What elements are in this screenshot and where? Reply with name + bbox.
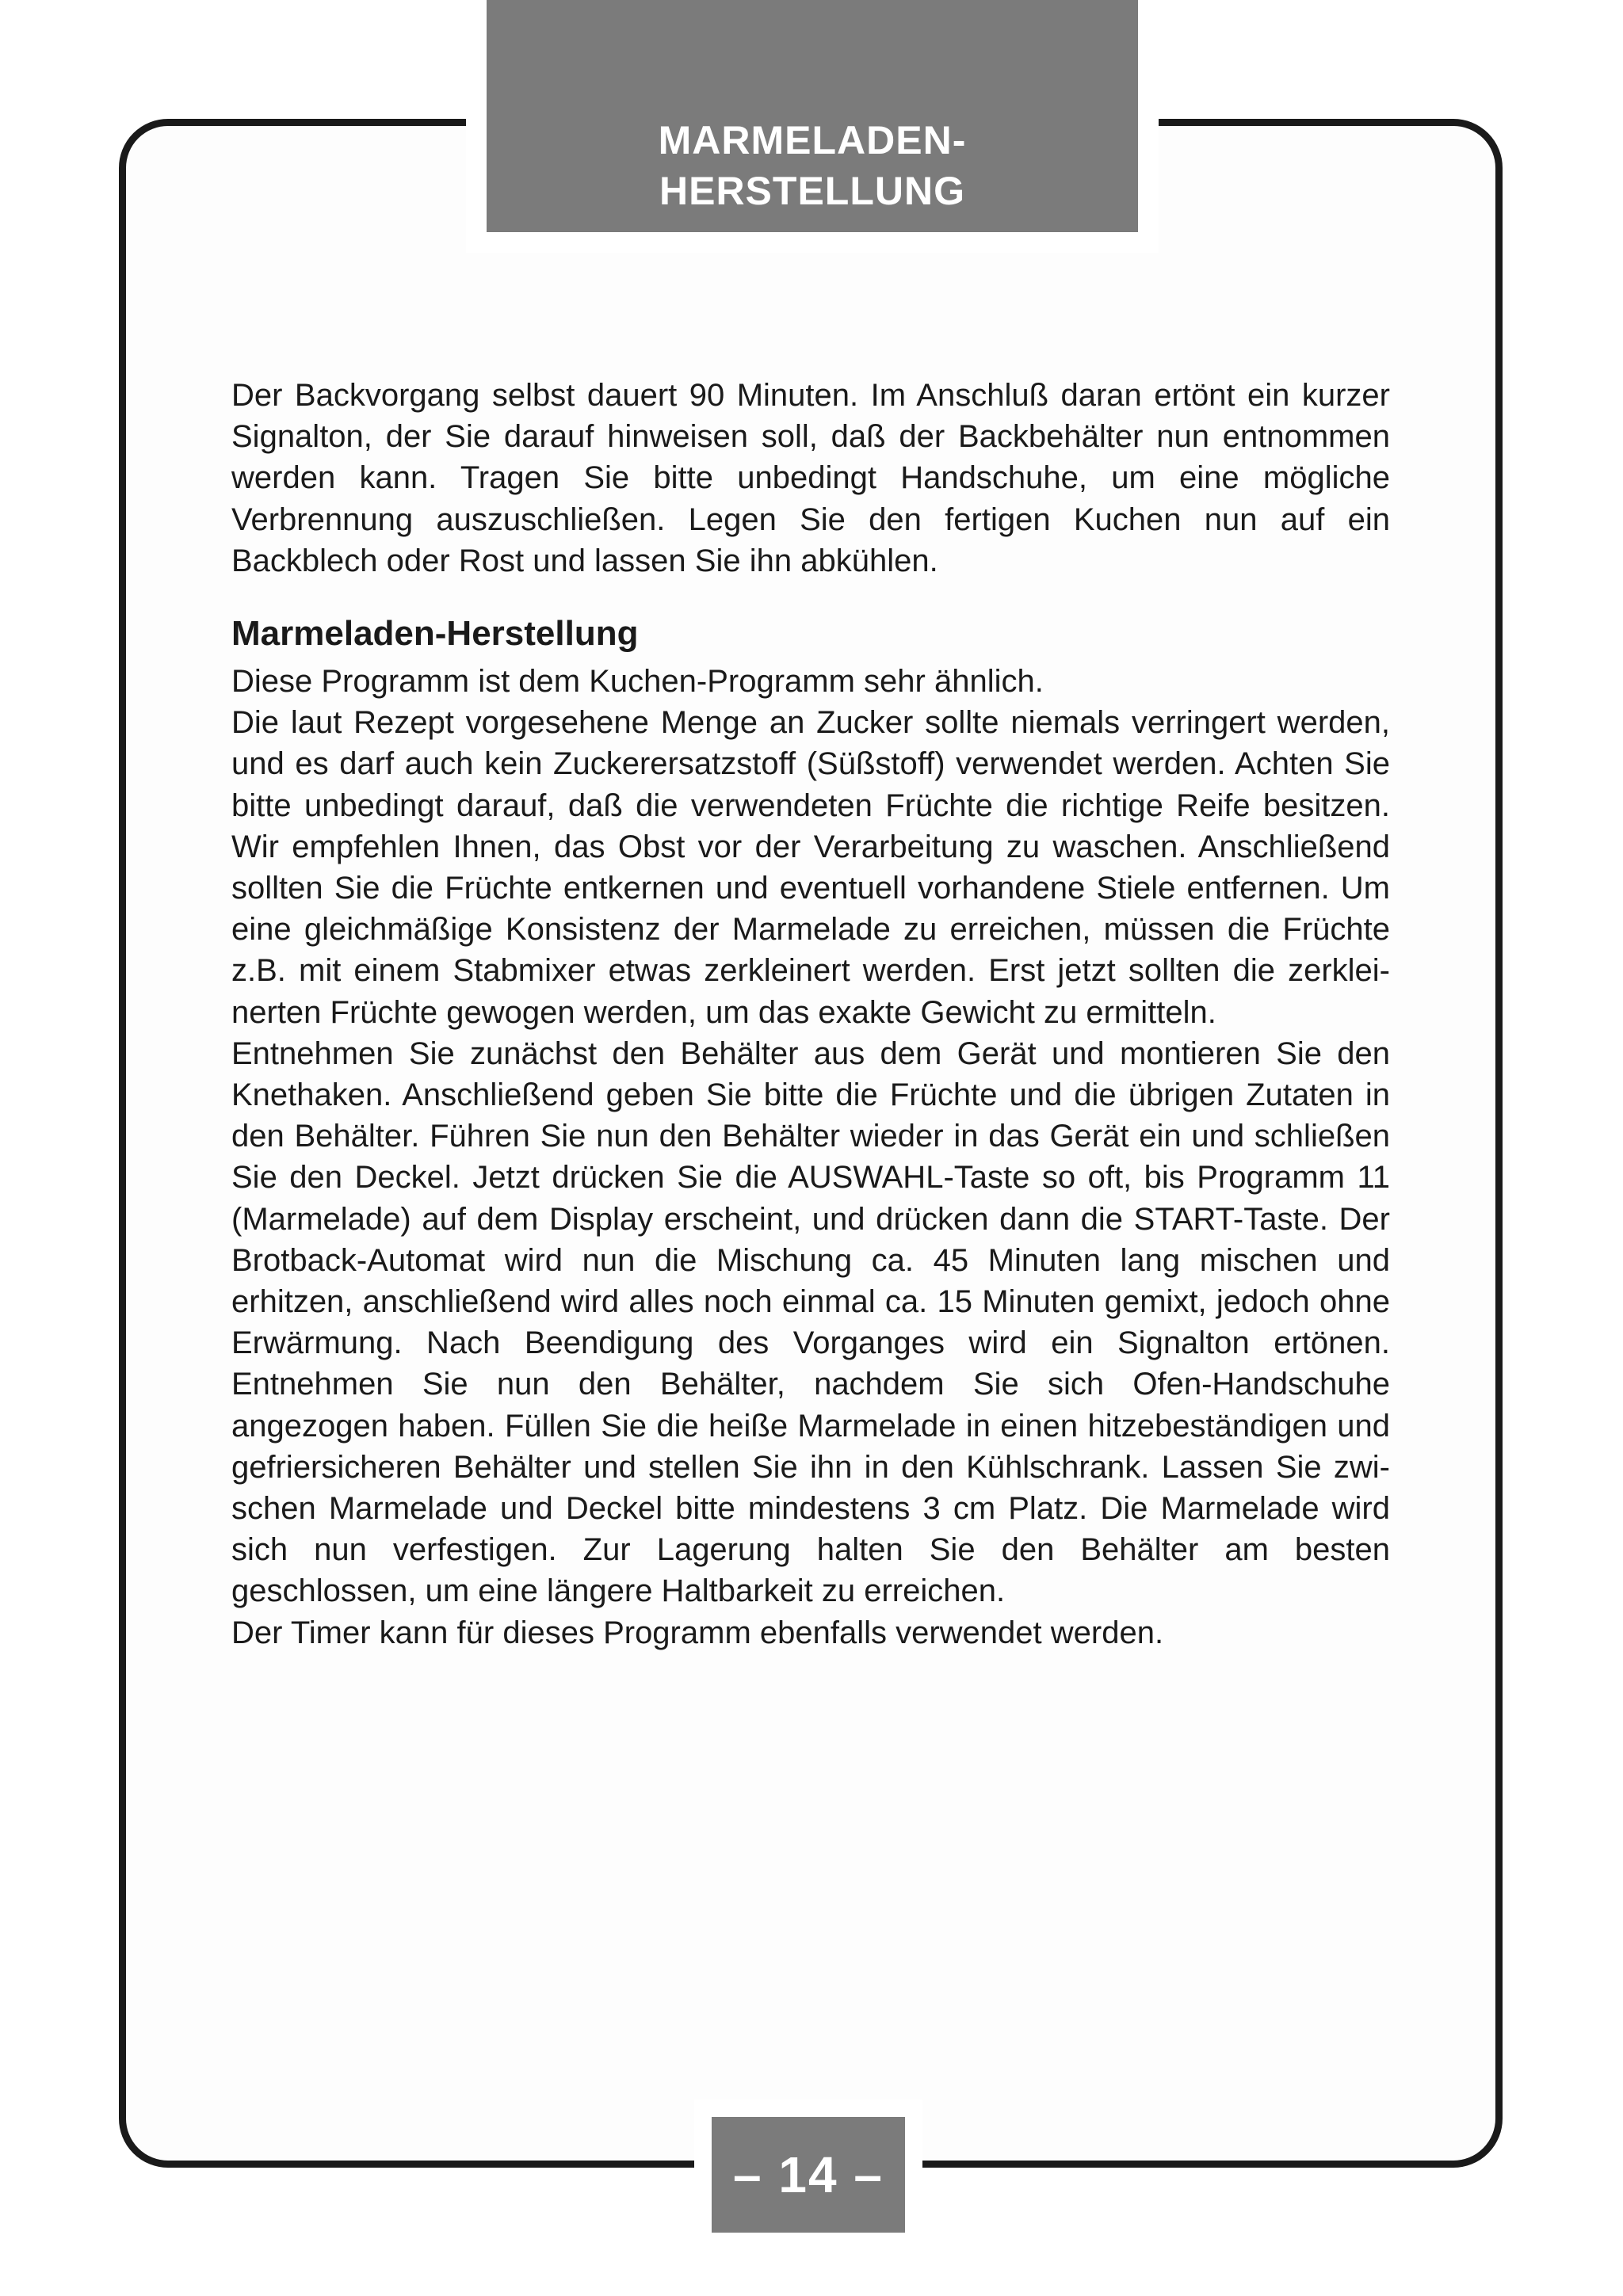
intro-paragraph: Der Backvorgang selbst dauert 90 Minuten. Im Anschluß daran ertönt ein kurzer Signalton, der Sie darauf hinweisen soll, daß der Backbehälter nun entnommen werden kann. Tragen Sie bitte unbedingt Handschuhe, um eine mögliche Verbrennung auszuschließen. Legen Sie den fertigen Kuchen nun auf ein Backblech oder Rost und lassen Sie ihn abkühlen. [231, 378, 1390, 578]
page-number-box [712, 2117, 905, 2233]
page-content [231, 375, 1390, 1653]
page-number: – 14 – [733, 2146, 884, 2203]
section-heading: Marmeladen-Herstellung [231, 614, 639, 654]
page-title: MARMELADEN- HERSTELLUNG [658, 118, 967, 213]
section-paragraph-1: Diese Programm ist dem Kuchen-Programm sehr ähnlich. [231, 664, 1044, 700]
section-paragraph-4: Der Timer kann für dieses Programm ebenfalls verwendet werden. [231, 1615, 1164, 1650]
section-paragraph-2: Die laut Rezept vorgesehene Menge an Zucker sollte niemals verringert werden, und es darf auch kein Zuckerersatzstoff (Süßstoff) verwendet werden. Achten Sie bitte unbedingt darauf, daß die verwendeten Früchte die richtige Reife besitzen. Wir empfehlen Ihnen, das Obst vor der Verarbeitung zu waschen. Anschließend sollten Sie die Früchte entkernen und eventuell vorhandene Stiele entfernen. Um eine gleichmäßige Konsistenz der Marmelade zu erreichen, müssen die Früchte z.B. mit einem Stabmixer etwas zerkleinert werden. Erst jetzt sollten die zerkleinerten Früchte gewogen werden, um das exakte Gewicht zu ermitteln. [231, 705, 1390, 1030]
section-paragraph-3: Entnehmen Sie zunächst den Behälter aus dem Gerät und montieren Sie den Knethaken. Anschließend geben Sie bitte die Früchte und die übrigen Zutaten in den Behälter. Führen Sie nun den Behälter wieder in das Gerät ein und schließen Sie den Deckel. Jetzt drücken Sie die AUSWAHL-Taste so oft, bis Programm 11 (Marmelade) auf dem Display erscheint, und drücken dann die START-Taste. Der Brotback-Automat wird nun die Mischung ca. 45 Minuten lang mischen und erhitzen, anschließend wird alles noch einmal ca. 15 Minuten gemixt, jedoch ohne Erwärmung. Nach Beendigung des Vorganges wird ein Signalton ertönen. Entnehmen Sie nun den Behälter, nachdem Sie sich Ofen-Handschuhe angezogen haben. Füllen Sie die heiße Marmelade in einen hitzebeständigen und gefriersicheren Behälter und stellen Sie ihn in den Kühlschrank. Lassen Sie zwischen Marmelade und Deckel bitte mindestens 3 cm Platz. Die Marmelade wird sich nun verfestigen. Zur Lagerung halten Sie den Behälter am besten geschlossen, um eine längere Haltbarkeit zu erreichen. [231, 1035, 1390, 1609]
header-tab [487, 0, 1138, 232]
